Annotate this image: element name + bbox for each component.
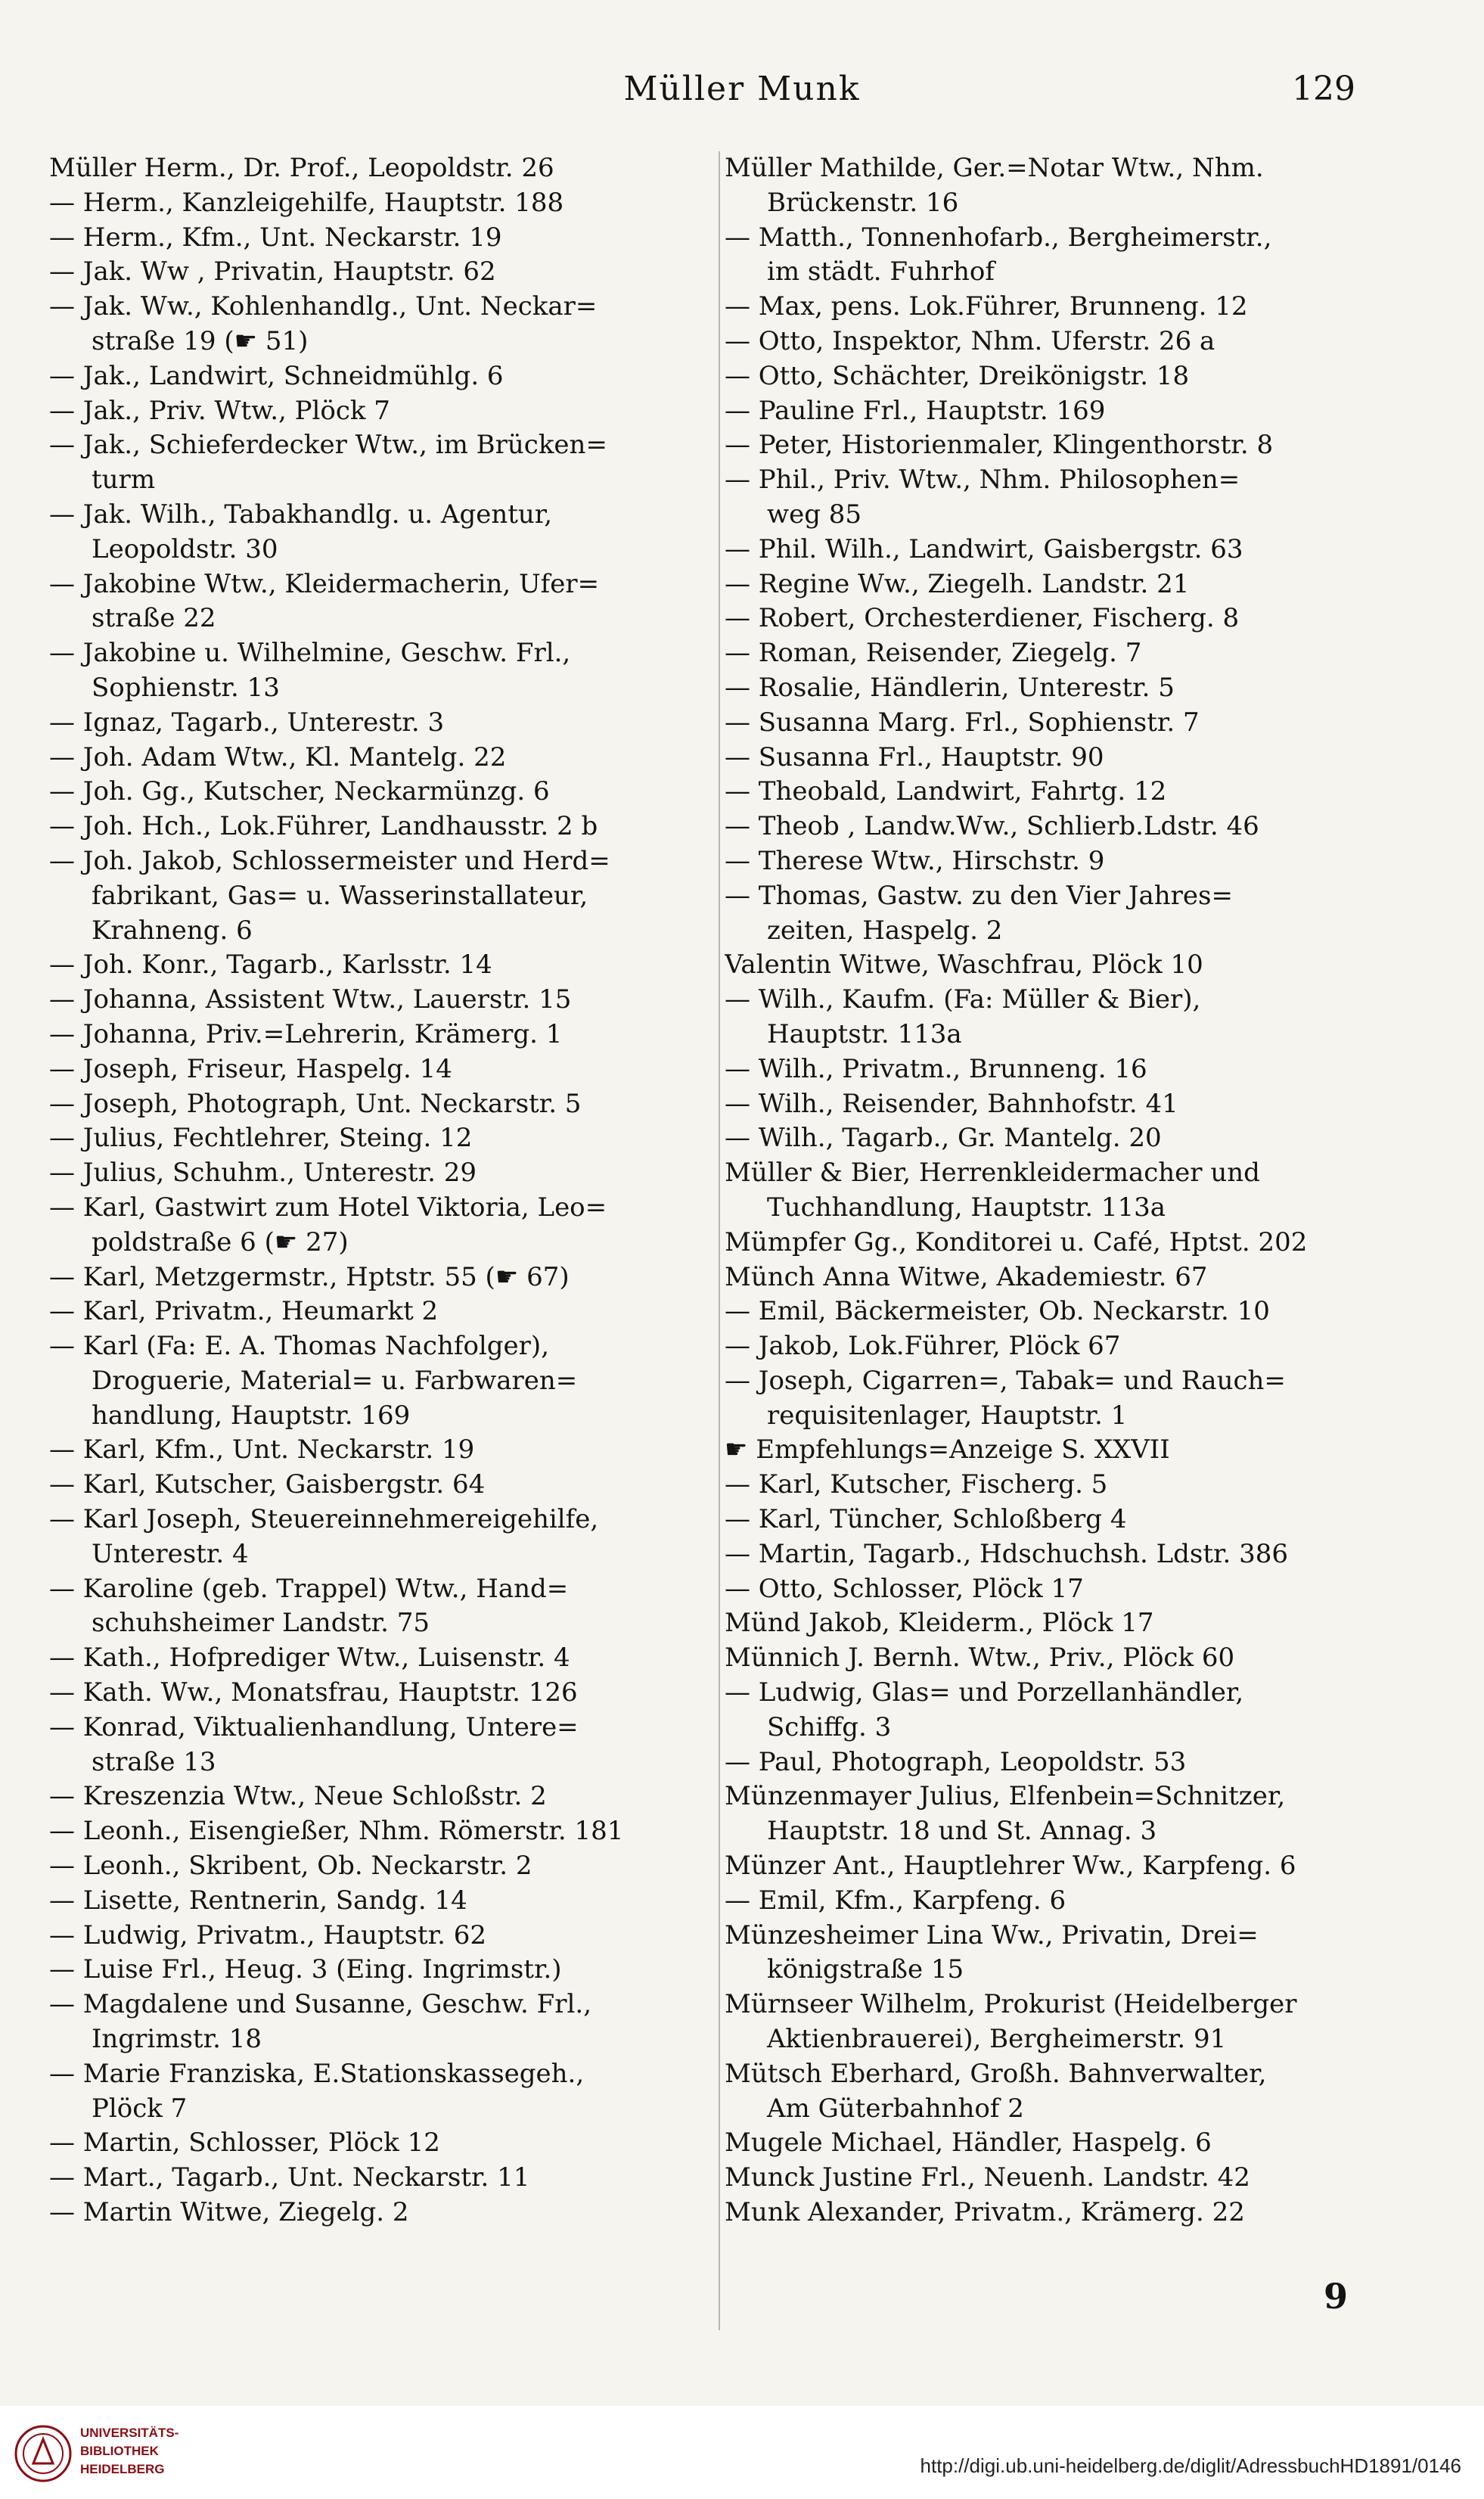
directory-entry-line: — Martin, Schlosser, Plöck 12 bbox=[49, 2128, 440, 2159]
directory-entry-line: — Ignaz, Tagarb., Unterestr. 3 bbox=[49, 707, 445, 738]
directory-entry-line: — Karl, Kutscher, Gaisbergstr. 64 bbox=[49, 1469, 486, 1500]
directory-entry-line: Münnich J. Bernh. Wtw., Priv., Plöck 60 bbox=[725, 1643, 1235, 1674]
directory-entry-line: — Joh. Adam Wtw., Kl. Mantelg. 22 bbox=[49, 741, 507, 772]
directory-entry-line: Münzer Ant., Hauptlehrer Ww., Karpfeng. 6 bbox=[725, 1851, 1296, 1882]
directory-entry-line: — Susanna Marg. Frl., Sophienstr. 7 bbox=[725, 707, 1200, 738]
directory-entry-line: — Jakob, Lok.Führer, Plöck 67 bbox=[725, 1331, 1121, 1362]
directory-entry-line: — Kath. Ww., Monatsfrau, Hauptstr. 126 bbox=[49, 1677, 578, 1708]
directory-entry-line: — Jak. Ww , Privatin, Hauptstr. 62 bbox=[49, 256, 496, 288]
directory-entry-line: — Matth., Tonnenhofarb., Bergheimerstr., bbox=[725, 222, 1272, 253]
directory-entry-line: — Theob , Landw.Ww., Schlierb.Ldstr. 46 bbox=[725, 811, 1259, 842]
directory-entry-line: — Joh. Hch., Lok.Führer, Landhausstr. 2 b bbox=[49, 811, 598, 842]
directory-entry-line: — Joseph, Cigarren=, Tabak= und Rauch= bbox=[725, 1365, 1286, 1396]
directory-entry-line: — Otto, Inspektor, Nhm. Uferstr. 26 a bbox=[725, 325, 1215, 356]
directory-entry-line: — Therese Wtw., Hirschstr. 9 bbox=[725, 845, 1105, 876]
directory-entry-line: straße 13 bbox=[92, 1746, 216, 1777]
directory-entry-line: — Jak., Priv. Wtw., Plöck 7 bbox=[49, 395, 390, 426]
directory-entry-line: — Karl, Gastwirt zum Hotel Viktoria, Leo= bbox=[49, 1192, 607, 1223]
source-url-link[interactable]: http://digi.ub.uni-heidelberg.de/diglit/AdressbuchHD1891/0146 bbox=[920, 2454, 1461, 2477]
directory-entry-line: poldstraße 6 (☛ 27) bbox=[92, 1226, 349, 1257]
directory-entry-line: — Joh. Gg., Kutscher, Neckarmünzg. 6 bbox=[49, 776, 550, 807]
directory-entry-line: — Thomas, Gastw. zu den Vier Jahres= bbox=[725, 880, 1233, 911]
directory-entry-line: — Roman, Reisender, Ziegelg. 7 bbox=[725, 638, 1142, 669]
directory-entry-line: — Karl (Fa: E. A. Thomas Nachfolger), bbox=[49, 1331, 550, 1362]
left-column bbox=[49, 151, 715, 2230]
directory-entry-line: — Leonh., Skribent, Ob. Neckarstr. 2 bbox=[49, 1851, 532, 1882]
directory-entry-line: — Karl, Tüncher, Schloßberg 4 bbox=[725, 1504, 1127, 1535]
directory-entry-line: — Theobald, Landwirt, Fahrtg. 12 bbox=[725, 776, 1167, 807]
library-logo[interactable] bbox=[14, 2417, 179, 2492]
directory-entry-line: Tuchhandlung, Hauptstr. 113a bbox=[767, 1192, 1166, 1223]
directory-entry-line: Brückenstr. 16 bbox=[767, 187, 959, 218]
directory-entry-line: Munk Alexander, Privatm., Krämerg. 22 bbox=[725, 2197, 1245, 2228]
directory-entry-line: — Phil. Wilh., Landwirt, Gaisbergstr. 63 bbox=[725, 533, 1243, 564]
directory-entry-line: — Karl, Privatm., Heumarkt 2 bbox=[49, 1296, 439, 1327]
directory-entry-line: — Julius, Schuhm., Unterestr. 29 bbox=[49, 1158, 477, 1189]
directory-entry-line: — Leonh., Eisengießer, Nhm. Römerstr. 181 bbox=[49, 1816, 624, 1847]
directory-entry-line: — Marie Franziska, E.Stationskassegeh., bbox=[49, 2058, 585, 2089]
directory-entry-line: Ingrimstr. 18 bbox=[92, 2024, 262, 2055]
digitization-footer bbox=[0, 2406, 1484, 2499]
directory-entry-line: Valentin Witwe, Waschfrau, Plöck 10 bbox=[725, 950, 1203, 981]
directory-entry-line: im städt. Fuhrhof bbox=[767, 256, 995, 288]
directory-entry-line: — Konrad, Viktualienhandlung, Untere= bbox=[49, 1711, 579, 1742]
library-name bbox=[80, 2424, 179, 2479]
directory-entry-line: Müller Mathilde, Ger.=Notar Wtw., Nhm. bbox=[725, 153, 1264, 183]
directory-entry-line: straße 22 bbox=[92, 603, 216, 634]
directory-entry-line: — Joseph, Friseur, Haspelg. 14 bbox=[49, 1053, 452, 1084]
directory-entry-line: — Ludwig, Glas= und Porzellanhändler, bbox=[725, 1677, 1244, 1708]
directory-entry-line: — Joh. Jakob, Schlossermeister und Herd= bbox=[49, 845, 610, 876]
directory-entry-line: Hauptstr. 113a bbox=[767, 1018, 962, 1049]
directory-entry-line: — Wilh., Privatm., Brunneng. 16 bbox=[725, 1053, 1147, 1084]
directory-entry-line: — Karl, Kutscher, Fischerg. 5 bbox=[725, 1469, 1108, 1500]
directory-entry-line: Mugele Michael, Händler, Haspelg. 6 bbox=[725, 2128, 1212, 2159]
directory-entry-line: Plöck 7 bbox=[92, 2093, 188, 2124]
directory-entry-line: — Karl, Kfm., Unt. Neckarstr. 19 bbox=[49, 1434, 475, 1466]
directory-entry-line: Münzenmayer Julius, Elfenbein=Schnitzer, bbox=[725, 1781, 1286, 1812]
directory-entry-line: — Herm., Kanzleigehilfe, Hauptstr. 188 bbox=[49, 187, 564, 218]
directory-entry-line: Hauptstr. 18 und St. Annag. 3 bbox=[767, 1816, 1157, 1847]
directory-entry-line: — Lisette, Rentnerin, Sandg. 14 bbox=[49, 1885, 467, 1916]
right-column bbox=[725, 151, 1375, 2230]
directory-entry-line: fabrikant, Gas= u. Wasserinstallateur, bbox=[92, 880, 588, 911]
directory-entry-line: turm bbox=[92, 465, 156, 496]
directory-entry-line: — Paul, Photograph, Leopoldstr. 53 bbox=[725, 1746, 1187, 1777]
directory-entry-line: — Jak. Wilh., Tabakhandlg. u. Agentur, bbox=[49, 499, 553, 530]
directory-entry-line: — Johanna, Assistent Wtw., Lauerstr. 15 bbox=[49, 984, 572, 1015]
library-name-line-1: UNIVERSITÄTS- bbox=[80, 2426, 179, 2440]
directory-entry-line: Schiffg. 3 bbox=[767, 1711, 892, 1742]
directory-entry-line: Münch Anna Witwe, Akademiestr. 67 bbox=[725, 1261, 1208, 1292]
directory-entry-line: — Jak., Schieferdecker Wtw., im Brücken= bbox=[49, 430, 607, 461]
directory-entry-line: requisitenlager, Hauptstr. 1 bbox=[767, 1400, 1128, 1431]
directory-entry-line: schuhsheimer Landstr. 75 bbox=[92, 1608, 430, 1639]
directory-entry-line: Mürnseer Wilhelm, Prokurist (Heidelberger bbox=[725, 1989, 1297, 2020]
directory-entry-line: Münzesheimer Lina Ww., Privatin, Drei= bbox=[725, 1919, 1259, 1950]
signature-mark: 9 bbox=[1323, 2276, 1348, 2317]
directory-entry-line: — Mart., Tagarb., Unt. Neckarstr. 11 bbox=[49, 2162, 530, 2193]
directory-entry-line: — Otto, Schlosser, Plöck 17 bbox=[725, 1573, 1084, 1604]
directory-entry-line: — Otto, Schächter, Dreikönigstr. 18 bbox=[725, 360, 1190, 391]
directory-entry-line: — Joseph, Photograph, Unt. Neckarstr. 5 bbox=[49, 1088, 582, 1119]
directory-entry-line: — Emil, Bäckermeister, Ob. Neckarstr. 10 bbox=[725, 1296, 1270, 1327]
directory-entry-line: Sophienstr. 13 bbox=[92, 672, 280, 703]
directory-entry-line: weg 85 bbox=[767, 499, 862, 530]
directory-entry-line: — Ludwig, Privatm., Hauptstr. 62 bbox=[49, 1919, 486, 1950]
directory-entry-line: — Karoline (geb. Trappel) Wtw., Hand= bbox=[49, 1573, 569, 1604]
directory-entry-line: straße 19 (☛ 51) bbox=[92, 325, 309, 356]
running-head-title: Müller Munk bbox=[623, 70, 861, 108]
directory-entry-line: — Karl, Metzgermstr., Hptstr. 55 (☛ 67) bbox=[49, 1261, 570, 1292]
library-seal-icon bbox=[14, 2424, 73, 2483]
directory-entry-line: — Karl Joseph, Steuereinnehmereigehilfe, bbox=[49, 1504, 599, 1535]
page-number: 129 bbox=[1292, 70, 1355, 108]
directory-entry-line: Munck Justine Frl., Neuenh. Landstr. 42 bbox=[725, 2162, 1250, 2193]
directory-entry-line: — Wilh., Kaufm. (Fa: Müller & Bier), bbox=[725, 984, 1201, 1015]
directory-entry-line: — Susanna Frl., Hauptstr. 90 bbox=[725, 741, 1104, 772]
directory-entry-line: — Martin, Tagarb., Hdschuchsh. Ldstr. 386 bbox=[725, 1538, 1289, 1569]
directory-entry-line: Aktienbrauerei), Bergheimerstr. 91 bbox=[767, 2024, 1227, 2055]
directory-entry-line: — Pauline Frl., Hauptstr. 169 bbox=[725, 395, 1106, 426]
column-divider bbox=[719, 151, 720, 2330]
directory-entry-line: zeiten, Haspelg. 2 bbox=[767, 915, 1003, 946]
directory-entry-line: — Martin Witwe, Ziegelg. 2 bbox=[49, 2197, 409, 2228]
directory-entry-line: Droguerie, Material= u. Farbwaren= bbox=[92, 1365, 578, 1396]
directory-entry-line: Unterestr. 4 bbox=[92, 1538, 249, 1569]
directory-entry-line: — Phil., Priv. Wtw., Nhm. Philosophen= bbox=[725, 465, 1240, 496]
directory-entry-line: — Julius, Fechtlehrer, Steing. 12 bbox=[49, 1123, 473, 1154]
directory-entry-line: handlung, Hauptstr. 169 bbox=[92, 1400, 411, 1431]
directory-entry-line: — Johanna, Priv.=Lehrerin, Krämerg. 1 bbox=[49, 1018, 563, 1049]
directory-entry-line: — Jak. Ww., Kohlenhandlg., Unt. Neckar= bbox=[49, 291, 598, 322]
directory-entry-line: königstraße 15 bbox=[767, 1954, 964, 1985]
directory-entry-line: Leopoldstr. 30 bbox=[92, 533, 278, 564]
directory-entry-line: Mütsch Eberhard, Großh. Bahnverwalter, bbox=[725, 2058, 1267, 2089]
directory-entry-line: — Joh. Konr., Tagarb., Karlsstr. 14 bbox=[49, 950, 492, 981]
running-head bbox=[0, 70, 1484, 115]
directory-entry-line: — Robert, Orchesterdiener, Fischerg. 8 bbox=[725, 603, 1240, 634]
directory-entry-line: Krahneng. 6 bbox=[92, 915, 253, 946]
directory-entry-line: ☛ Empfehlungs=Anzeige S. XXVII bbox=[725, 1434, 1170, 1466]
directory-entry-line: Müller Herm., Dr. Prof., Leopoldstr. 26 bbox=[49, 153, 554, 183]
directory-entry-line: — Jak., Landwirt, Schneidmühlg. 6 bbox=[49, 360, 504, 391]
directory-entry-line: — Regine Ww., Ziegelh. Landstr. 21 bbox=[725, 568, 1190, 599]
directory-entry-line: — Magdalene und Susanne, Geschw. Frl., bbox=[49, 1989, 592, 2020]
directory-entry-line: — Emil, Kfm., Karpfeng. 6 bbox=[725, 1885, 1066, 1916]
directory-entry-line: — Kreszenzia Wtw., Neue Schloßstr. 2 bbox=[49, 1781, 547, 1812]
library-name-line-2: BIBLIOTHEK bbox=[80, 2444, 159, 2458]
directory-entry-line: Am Güterbahnhof 2 bbox=[767, 2093, 1024, 2124]
directory-entry-line: — Kath., Hofprediger Wtw., Luisenstr. 4 bbox=[49, 1643, 570, 1674]
library-name-line-3: HEIDELBERG bbox=[80, 2462, 165, 2476]
directory-entry-line: — Wilh., Tagarb., Gr. Mantelg. 20 bbox=[725, 1123, 1162, 1154]
directory-entry-line: Münd Jakob, Kleiderm., Plöck 17 bbox=[725, 1608, 1154, 1639]
directory-entry-line: Müller & Bier, Herrenkleidermacher und bbox=[725, 1158, 1260, 1189]
directory-entry-line: — Luise Frl., Heug. 3 (Eing. Ingrimstr.) bbox=[49, 1954, 562, 1985]
directory-entry-line: Mümpfer Gg., Konditorei u. Café, Hptst. 202 bbox=[725, 1226, 1308, 1257]
directory-entry-line: — Jakobine u. Wilhelmine, Geschw. Frl., bbox=[49, 638, 571, 669]
directory-entry-line: — Jakobine Wtw., Kleidermacherin, Ufer= bbox=[49, 568, 600, 599]
directory-entry-line: — Max, pens. Lok.Führer, Brunneng. 12 bbox=[725, 291, 1248, 322]
directory-entry-line: — Peter, Historienmaler, Klingenthorstr. 8 bbox=[725, 430, 1274, 461]
directory-entry-line: — Herm., Kfm., Unt. Neckarstr. 19 bbox=[49, 222, 502, 253]
directory-entry-line: — Rosalie, Händlerin, Unterestr. 5 bbox=[725, 672, 1175, 703]
directory-entry-line: — Wilh., Reisender, Bahnhofstr. 41 bbox=[725, 1088, 1178, 1119]
